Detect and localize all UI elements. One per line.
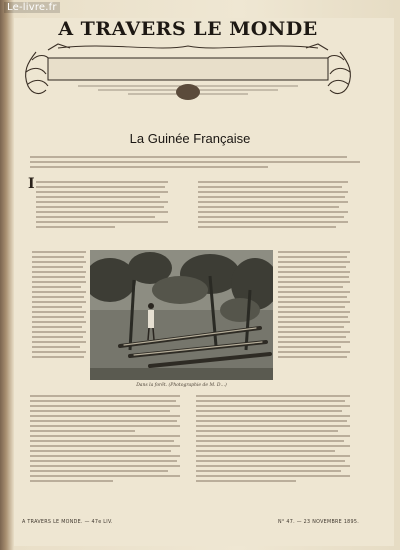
magazine-title: A TRAVERS LE MONDE xyxy=(58,18,318,40)
body-text-column-right-narrow xyxy=(278,248,350,390)
forest-photograph xyxy=(90,250,273,380)
drop-cap: I xyxy=(28,176,35,192)
body-text-column-left-narrow xyxy=(32,248,86,390)
footer-issue-right: N° 47. — 23 NOVEMBRE 1895. xyxy=(278,520,360,525)
decorative-header-banner xyxy=(18,42,358,102)
body-text-column-left-top xyxy=(36,178,168,244)
body-text-column-right-top xyxy=(198,178,348,244)
site-watermark-label: Le-livre.fr xyxy=(4,2,60,13)
photo-caption: Dans la forêt. (Photographie de M. D…) xyxy=(136,383,227,388)
footer-issue-left: A TRAVERS LE MONDE. — 47e LIV. xyxy=(22,520,113,525)
article-title: La Guinée Française xyxy=(129,131,251,146)
lead-paragraph xyxy=(30,153,360,175)
body-text-column-right-bottom xyxy=(196,392,350,516)
mask-ornament xyxy=(176,84,200,100)
body-text-column-left-bottom xyxy=(30,392,180,516)
